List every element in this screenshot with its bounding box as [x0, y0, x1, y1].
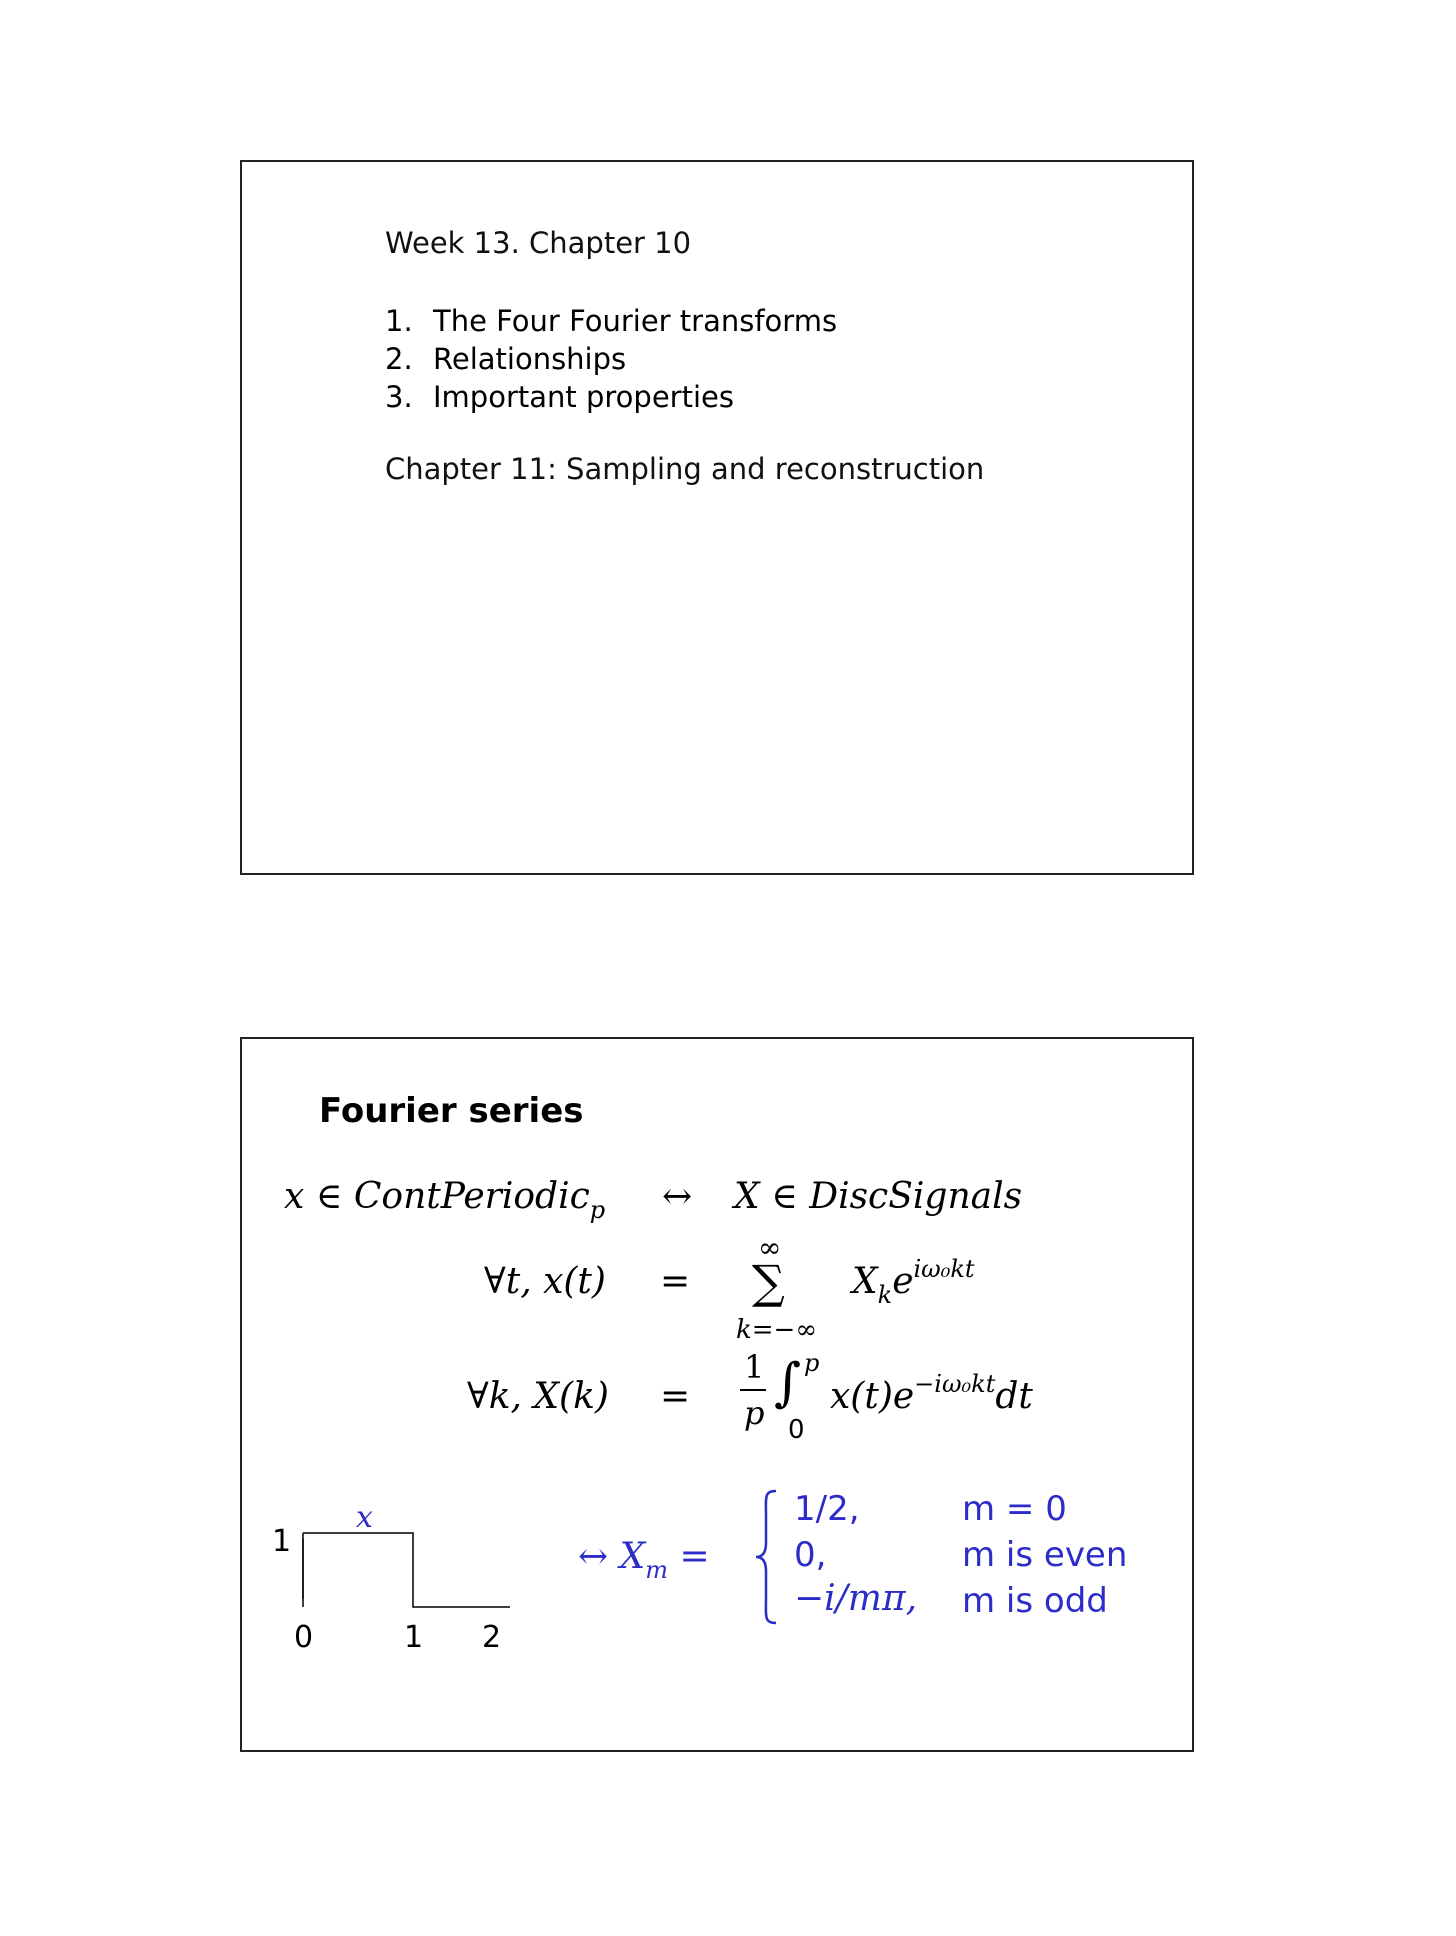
- eq1-rhs: [734, 1176, 1023, 1217]
- case-condition-2: m is even: [962, 1535, 1128, 1575]
- pulse-waveform: [303, 1533, 510, 1607]
- eq3-integrand: [830, 1370, 1033, 1417]
- list-item: [385, 302, 837, 340]
- slide-2-title: Fourier series: [319, 1091, 584, 1131]
- x-tick-label-1: 1: [404, 1620, 424, 1655]
- topic-list: [385, 302, 837, 416]
- slide-2: [240, 1037, 1194, 1752]
- eq3-integrand-base: x(t)e: [830, 1376, 915, 1417]
- pulse-label-x: x: [356, 1500, 373, 1535]
- cases-brace: [752, 1487, 782, 1627]
- eq1-lhs-in: ∈: [315, 1176, 343, 1217]
- chapter-11-heading: Chapter 11: Sampling and reconstruction: [385, 452, 985, 486]
- eq2-term-var: X: [852, 1261, 878, 1302]
- list-text: Relationships: [433, 342, 627, 376]
- case-value-2: 0,: [794, 1535, 827, 1575]
- result-var: X: [619, 1536, 646, 1577]
- eq3-dt: dt: [995, 1376, 1033, 1417]
- case-condition-3: m is odd: [962, 1581, 1108, 1621]
- sum-lower-limit: k=−∞: [736, 1315, 817, 1345]
- fraction-bar: [740, 1389, 766, 1391]
- fraction-denominator: p: [744, 1394, 765, 1432]
- slide-1-title: Week 13. Chapter 10: [385, 226, 692, 260]
- list-number: 1.: [385, 304, 413, 338]
- integral-symbol: ∫: [774, 1353, 802, 1413]
- equation-signal-spaces: [284, 1176, 606, 1224]
- eq1-lhs-sub: p: [589, 1196, 606, 1224]
- slide-1: [240, 160, 1194, 875]
- integral-upper-limit: p: [804, 1349, 820, 1377]
- eq3-equals: =: [660, 1376, 691, 1417]
- case-value-3: −i/mπ,: [794, 1578, 918, 1619]
- eq1-lhs-set: ContPeriodic: [353, 1176, 590, 1217]
- result-lhs: [578, 1536, 710, 1584]
- eq1-lhs-var: x: [284, 1176, 305, 1217]
- eq2-exp-base: e: [892, 1261, 914, 1302]
- case-condition-1: m = 0: [962, 1489, 1067, 1529]
- x-tick-label-2: 2: [482, 1620, 502, 1655]
- case-value-1: 1/2,: [794, 1489, 860, 1529]
- result-sub: m: [645, 1556, 669, 1584]
- eq1-arrow: ↔: [662, 1176, 693, 1217]
- list-number: 2.: [385, 342, 413, 376]
- pulse-plot: [270, 1499, 510, 1679]
- eq1-rhs-in: ∈: [771, 1176, 798, 1217]
- eq1-rhs-var: X: [734, 1176, 760, 1217]
- list-item: [385, 378, 837, 416]
- result-equals: =: [679, 1536, 710, 1577]
- list-item: [385, 340, 837, 378]
- y-tick-label-1: 1: [272, 1524, 292, 1559]
- eq3-exponent: −iω₀kt: [914, 1370, 996, 1398]
- eq3-lhs: ∀k, X(k): [467, 1376, 609, 1417]
- integral-lower-limit: 0: [788, 1415, 805, 1445]
- eq2-term-sub: k: [877, 1281, 893, 1309]
- list-text: The Four Fourier transforms: [433, 304, 838, 338]
- eq2-equals: =: [660, 1261, 691, 1302]
- sum-upper-limit: ∞: [758, 1231, 782, 1264]
- eq1-rhs-set: DiscSignals: [809, 1176, 1023, 1217]
- list-number: 3.: [385, 380, 413, 414]
- fraction-numerator: 1: [744, 1348, 765, 1386]
- x-tick-label-0: 0: [294, 1620, 314, 1655]
- eq2-lhs: ∀t, x(t): [484, 1261, 606, 1302]
- eq2-exponent: iω₀kt: [913, 1255, 975, 1283]
- sum-symbol: ∑: [752, 1255, 785, 1309]
- eq2-term: [852, 1255, 975, 1309]
- list-text: Important properties: [433, 380, 734, 414]
- result-arrow: ↔: [578, 1536, 609, 1577]
